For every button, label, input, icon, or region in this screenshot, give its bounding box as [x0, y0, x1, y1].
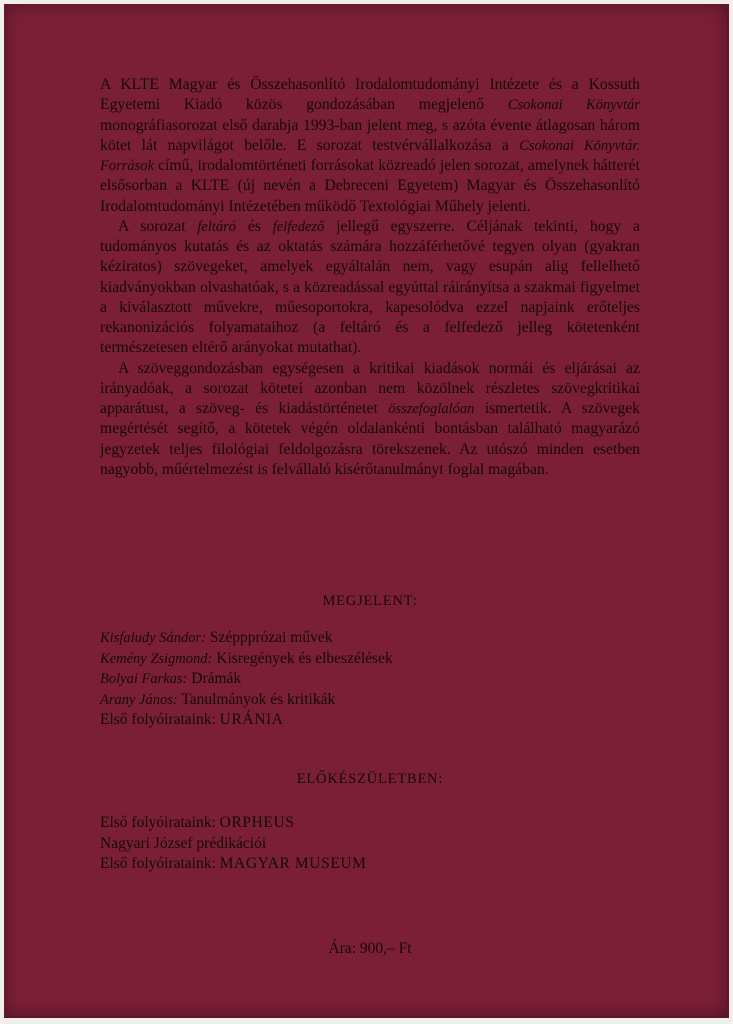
paragraph-1 [100, 75, 640, 217]
p2-text-c: jellegű egyszerre. Céljának tekinti, hogy a tudományos kutatás és az oktatás számára hozzáférhetővé tegyen olyan (gyakran kéziratos) szövegeket, amelyek egyáltalán nem, vagy esupán alig fellelhető kiadványokban olvashatóak, s a közreadással egyúttal ráirányítsa a szakmai figyelmet a kiválasztott művekre, műesoportokra, kapesolódva ezzel napjaink erőteljes rekanonizációs folyamataihoz (a feltáró és a felfedező jelleg kötetenként természetesen eltérő arányokat mutathat). [100, 217, 640, 357]
forthcoming-heading: ELŐKÉSZÜLETBEN: [296, 771, 444, 787]
item-author: Arany János: [100, 691, 178, 708]
item-title: Első folyóirataink: [100, 855, 220, 872]
item-title: Széppprózai művek [209, 629, 333, 646]
published-heading: MEGJELENT: [322, 593, 418, 609]
blurb-text [100, 75, 640, 480]
item-title: Első folyóirataink: [100, 711, 220, 728]
published-item [100, 628, 640, 649]
p3-term-osszefoglaloan: összefoglalóan [388, 401, 475, 417]
item-title: Nagyari József prédikációi [100, 834, 267, 852]
paragraph-3 [100, 359, 640, 481]
p1-series-title: Csokonai Könyvtár [507, 97, 640, 114]
price-label: Ára: 900,– Ft [328, 940, 412, 957]
p2-text-b: és [236, 217, 273, 235]
p1-text-b: monográfiasorozat első darabja 1993-ban jelent meg, s azóta évente átlagosan három kötet lát napvilágot belőle. E sorozat testvérvállalkozása a [100, 116, 640, 154]
p2-text-a: A sorozat [118, 217, 198, 235]
item-author: Bolyai Farkas: [100, 671, 188, 687]
item-journal-name: MAGYAR MUSEUM [219, 855, 367, 872]
forthcoming-item [100, 854, 640, 875]
forthcoming-list [100, 813, 640, 875]
p1-text-c: című, irodalomtörténeti forrásokat közreadó jelen sorozat, amelynek hátterét elsősorban a KLTE (új nevén a Debreceni Egyetem) Magyar és Összehasonlító Irodalomtudományi Intézetében működő Textológiai Műhely jelenti. [100, 157, 640, 215]
published-item [100, 649, 640, 670]
item-title: Drámák [191, 670, 242, 687]
p1-series-subtitle: Csokonai Könyvtár. Források [100, 137, 640, 174]
item-title: Tanulmányok és kritikák [181, 690, 336, 708]
published-item [100, 669, 640, 690]
item-title: Első folyóirataink: [100, 814, 220, 831]
p3-text-a: A szöveggondozásban egységesen a kritikai kiadások normái és eljárásai az irányadóak, a sorozat kötetei azonban nem közölnek részletes szövegkritikai apparátust, a szöveg- és kiadástörténetet [100, 359, 640, 417]
item-author: Kemény Zsigmond: [100, 650, 213, 667]
item-author: Kisfaludy Sándor: [100, 630, 206, 646]
item-title: Kisregények és elbeszélések [216, 649, 393, 667]
item-journal-name: URÁNIA [219, 711, 284, 728]
published-list [100, 628, 640, 731]
item-journal-name: ORPHEUS [219, 814, 295, 831]
forthcoming-item [100, 834, 640, 855]
p1-text-a: A KLTE Magyar és Összehasonlító Irodalomtudományi Intézete és a Kossuth Egyetemi Kiadó közös gondozásában megjelenő [100, 76, 640, 114]
p2-term-feltaro: feltáró [197, 218, 237, 235]
forthcoming-item [100, 813, 640, 834]
published-item [100, 690, 640, 711]
paragraph-2 [100, 217, 640, 359]
p3-text-b: ismertetik. A szövegek megértését segítő, a kötetek végén oldalankénti bontásban található magyarázó jegyzetek teljes filológiai feldolgozásra törekszenek. Az utószó minden esetben nagyobb, műértelmezést is felvállaló kísérőtanulmányt foglal magában. [100, 400, 641, 478]
p2-term-felfedezo: felfedező [272, 218, 325, 235]
published-item [100, 710, 640, 731]
